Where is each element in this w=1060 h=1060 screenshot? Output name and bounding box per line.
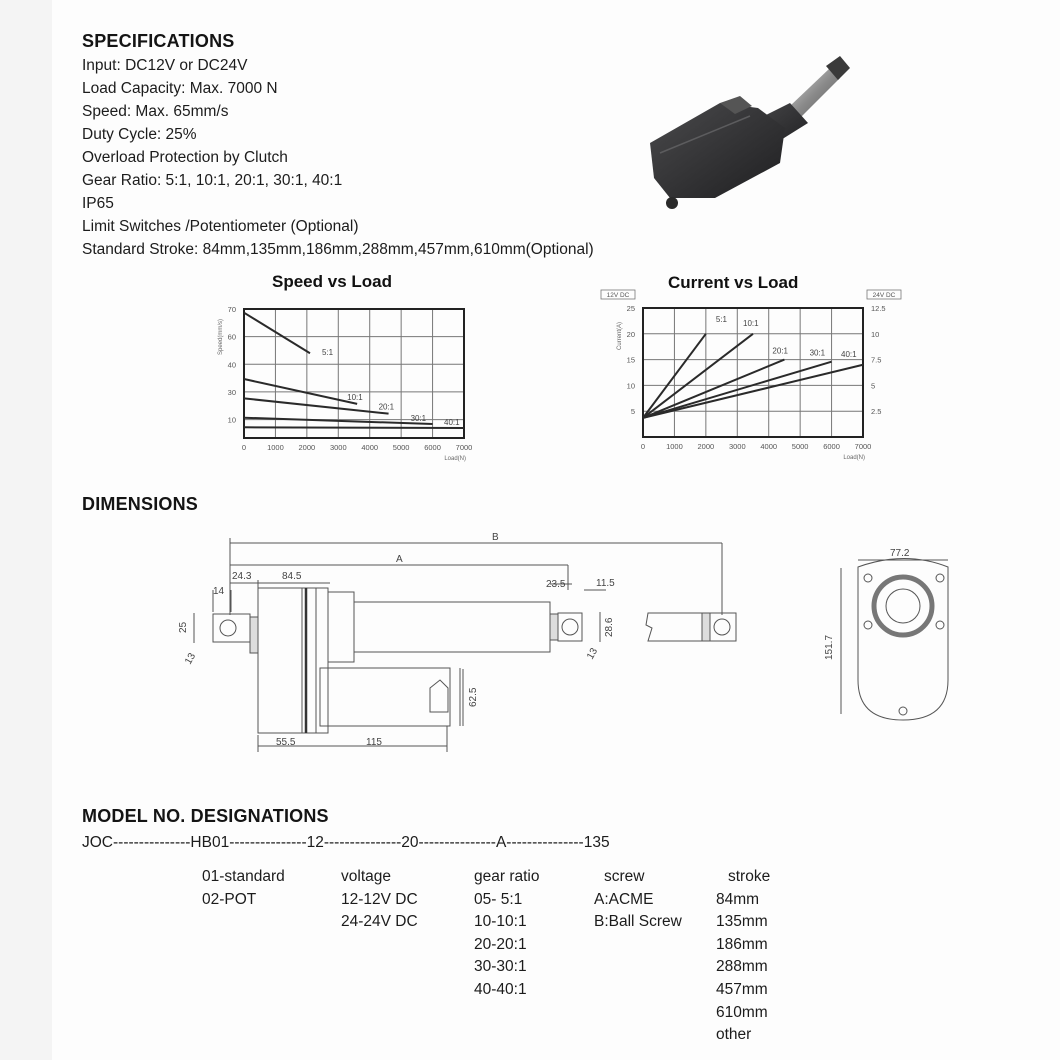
x-tick-label: 1000: [666, 442, 683, 451]
model-col-header: stroke: [728, 868, 771, 885]
model-col-type: [202, 866, 285, 911]
dim-label-hole-dia-left: 13: [183, 651, 199, 667]
model-option: 40-40:1: [474, 980, 527, 998]
series-label: 5:1: [322, 348, 334, 358]
dim-label-a: A: [396, 554, 403, 565]
dim-label-end-height: 151.7: [824, 634, 835, 660]
x-axis-title: Load(N): [843, 455, 865, 461]
y-tick-label: 60: [227, 332, 236, 342]
model-option: 10-10:1: [474, 913, 527, 931]
model-option: 20-20:1: [474, 935, 527, 953]
left-axis-header: 12V DC: [606, 292, 630, 299]
current-chart-title: Current vs Load: [668, 273, 799, 292]
x-tick-label: 6000: [424, 443, 441, 452]
y-tick-label: 20: [626, 329, 635, 339]
y-tick-label: 30: [227, 387, 236, 397]
x-tick-label: 3000: [728, 442, 746, 451]
speed-chart-title: Speed vs Load: [272, 272, 392, 291]
model-option: A:ACME: [594, 890, 654, 908]
model-code-string: JOC---------------HB01---------------12---------------20---------------A---------------135: [82, 834, 610, 851]
spec-ip-rating: IP65: [82, 195, 114, 212]
dim-label-rod-end-left: 23.5: [546, 579, 566, 590]
x-tick-label: 4000: [760, 442, 778, 451]
left-clevis: [213, 614, 250, 642]
dim-label-motor-dia: 62.5: [468, 687, 479, 707]
x-tick-label: 7000: [854, 442, 872, 451]
model-col-gear-ratio: [474, 866, 539, 1002]
outer-tube: [354, 602, 550, 652]
right-axis-header: 24V DC: [872, 292, 896, 299]
y-tick-label: 25: [626, 304, 635, 313]
model-col-header: gear ratio: [474, 868, 540, 885]
x-tick-label: 0: [640, 442, 646, 451]
dim-label-rod-end-right: 11.5: [596, 578, 615, 589]
model-option: 30-30:1: [474, 958, 527, 976]
series-label: 30:1: [410, 413, 427, 423]
x-tick-label: 1000: [267, 443, 284, 452]
model-option: other: [716, 1026, 752, 1044]
dim-label-gearbox-len: 55.5: [276, 737, 296, 748]
series-label: 40:1: [841, 349, 857, 359]
spec-duty-cycle: Duty Cycle: 25%: [82, 126, 197, 143]
dim-label-end-width: 77.2: [890, 548, 910, 559]
model-heading: MODEL NO. DESIGNATIONS: [82, 806, 329, 826]
series-label: 20:1: [378, 402, 395, 412]
spec-standard-stroke: Standard Stroke: 84mm,135mm,186mm,288mm,457mm,610mm(Optional): [82, 241, 594, 258]
y-tick-label: 70: [227, 305, 236, 314]
series-label: 40:1: [444, 418, 460, 428]
y-tick-label: 10: [626, 381, 635, 391]
model-option: 610mm: [716, 1003, 768, 1021]
x-tick-label: 2000: [298, 443, 316, 452]
model-col-header: voltage: [341, 868, 391, 885]
model-option: 457mm: [716, 980, 768, 998]
y-tick-label: 5: [630, 407, 635, 417]
x-tick-label: 0: [241, 443, 247, 452]
gearbox-body: [258, 588, 316, 733]
series-label: 20:1: [772, 346, 789, 356]
x-tick-label: 6000: [823, 442, 840, 451]
series-label: 10:1: [347, 392, 363, 402]
y-axis-title: Speed(mm/s): [218, 318, 224, 356]
y-tick-label: 10: [227, 415, 236, 425]
dim-label-b: B: [492, 532, 499, 543]
x-tick-label: 5000: [392, 443, 410, 452]
end-view-outline: [858, 559, 948, 721]
y-axis-title: Current(A): [617, 321, 623, 351]
x-tick-label: 4000: [361, 443, 379, 452]
right-y-tick-label: 12.5: [871, 304, 886, 313]
model-option: 84mm: [716, 890, 760, 908]
dim-label-24-3: 24.3: [232, 571, 252, 582]
x-tick-label: 3000: [329, 443, 347, 452]
y-tick-label: 40: [227, 360, 236, 370]
right-y-tick-label: 2.5: [871, 407, 882, 417]
model-col-header: 01-standard: [202, 868, 285, 885]
right-y-tick-label: 7.5: [871, 355, 882, 365]
dimensions-heading: DIMENSIONS: [82, 494, 199, 514]
spec-input: Input: DC12V or DC24V: [82, 57, 248, 74]
model-option: 24-24V DC: [341, 913, 418, 931]
right-y-tick-label: 10: [871, 329, 880, 339]
model-col-voltage: [341, 866, 418, 934]
model-option: 135mm: [716, 913, 768, 931]
dim-label-motor-len: 115: [366, 737, 382, 748]
dim-label-hole-height: 25: [178, 621, 189, 633]
x-tick-label: 2000: [697, 442, 715, 451]
model-col-screw: [594, 866, 682, 934]
model-option: 02-POT: [202, 890, 257, 908]
model-option: 186mm: [716, 935, 768, 953]
model-option: 288mm: [716, 958, 768, 976]
spec-overload: Overload Protection by Clutch: [82, 149, 288, 166]
dim-label-hole-dia-right: 13: [585, 646, 601, 662]
series-label: 5:1: [715, 314, 727, 324]
dim-label-14: 14: [213, 586, 225, 597]
right-y-tick-label: 5: [871, 381, 876, 391]
series-label: 30:1: [809, 348, 826, 358]
model-col-header: screw: [604, 868, 645, 885]
x-tick-label: 5000: [791, 442, 809, 451]
dim-label-84-5: 84.5: [282, 571, 302, 582]
y-tick-label: 15: [626, 355, 635, 365]
model-col-stroke: [716, 866, 770, 1047]
model-option: 12-12V DC: [341, 890, 418, 908]
spec-load-capacity: Load Capacity: Max. 7000 N: [82, 80, 278, 97]
model-option: B:Ball Screw: [594, 913, 682, 931]
specifications-heading: SPECIFICATIONS: [82, 31, 235, 51]
x-axis-title: Load(N): [444, 456, 466, 462]
spec-limit-switches: Limit Switches /Potentiometer (Optional): [82, 218, 359, 235]
dim-label-rod-dia: 28.6: [604, 617, 615, 637]
spec-speed: Speed: Max. 65mm/s: [82, 103, 229, 120]
model-option: 05- 5:1: [474, 890, 523, 908]
x-tick-label: 7000: [455, 443, 473, 452]
series-label: 10:1: [743, 318, 759, 328]
spec-gear-ratio: Gear Ratio: 5:1, 10:1, 20:1, 30:1, 40:1: [82, 172, 343, 189]
